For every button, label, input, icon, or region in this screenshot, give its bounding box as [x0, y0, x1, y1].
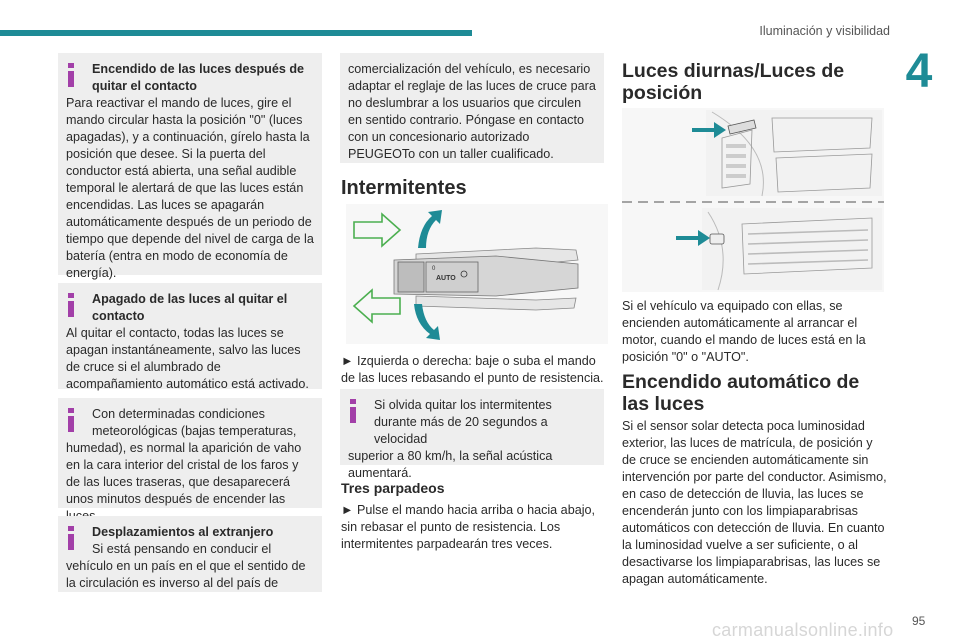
info-box-lights-off — [58, 283, 322, 389]
info-box-first-line: Si olvida quitar los intermitentes durante más de 20 segundos a velocidad — [374, 398, 552, 446]
info-box-body: superior a 80 km/h, la señal acústica aumentará. — [348, 449, 553, 480]
info-box-body: humedad), es normal la aparición de vaho en la cara interior del cristal de los faros y de las luces traseras, que desaparecerá unos minutos después de encender las — [66, 441, 302, 506]
info-box-lights-after-ignition — [58, 53, 322, 280]
info-box-body: Para reactivar el mando de luces, gire el mando circular hasta la posición "0" (luces apagadas), y a continuación, gírelo hasta la posición que desee. Si la puerta del conductor está abierta, una señal audible temporal le alertará de que las luces están encendidas. Las luces se apagarán automáticamente después de un periodo de tiempo que depende del nivel de carga de la batería (entra en modo de economía de energía). — [66, 96, 314, 280]
page-number: 95 — [912, 614, 926, 628]
info-box-title: Apagado de las luces al quitar el contacto — [92, 292, 288, 323]
right-arrow-icon — [354, 214, 400, 246]
tres-parpadeos-instruction: ► Pulse el mando hacia arriba o hacia abajo, sin rebasar el punto de resistencia. Los intermitentes parpadearán tres veces. — [341, 503, 595, 551]
intermitentes-instruction: ► Izquierda o derecha: baje o suba el mando de las luces rebasando el punto de resistencia. — [341, 354, 604, 385]
heading-intermitentes: Intermitentes — [341, 177, 467, 199]
info-box-title: Desplazamientos al extranjero — [92, 525, 274, 539]
info-icon — [68, 408, 74, 432]
encendido-automatico-description: Si el sensor solar detecta poca luminosidad exterior, las luces de matrícula, de posición y de cruce se encienden automáticamente sin intervención por parte del conductor. Asimismo, en caso de detección de lluvia, las luces se encenderán junto con los limpiaparabrisas automáticos con detección de lluvia. En cuanto la luminosidad vuelve a ser suficiente, o al desactivarse los limpiaparabrisas, las luces se apagan automáticamente. — [622, 419, 887, 586]
continuation-text: comercialización del vehículo, es necesario adaptar el reglaje de las luces de cruce para no deslumbrar a los usuarios que circulen en sentido contrario. Póngase en contacto con un concesionario autorizado PEUGEOTo con un taller cualificado. — [348, 62, 596, 161]
stalk-zero-label: 0 — [432, 266, 436, 272]
info-box-travel-abroad — [58, 516, 322, 592]
info-box-first-line: Con determinadas condiciones meteorológicas (bajas temperaturas, — [92, 407, 297, 438]
left-arrow-icon — [354, 290, 400, 322]
daytime-lights-illustration — [622, 108, 884, 292]
info-icon — [68, 526, 74, 550]
heading-encendido-automatico: Encendido automático de las luces — [622, 371, 860, 415]
stalk-auto-label: AUTO — [436, 275, 456, 282]
heading-tres-parpadeos: Tres parpadeos — [341, 480, 445, 496]
continuation-box — [340, 53, 604, 163]
info-box-body: vehículo en un país en el que el sentido de la circulación es inverso al del país de — [66, 559, 306, 590]
up-curved-arrow-icon — [418, 210, 442, 248]
info-box-title: Encendido de las luces después de quitar el contacto — [92, 62, 305, 93]
chapter-number: 4 — [905, 45, 933, 98]
info-box-turn-signal-warning — [340, 389, 604, 480]
section-title: Iluminación y visibilidad — [759, 24, 890, 38]
info-box-condensation — [58, 398, 322, 508]
info-box-first-line: Si está pensando en conducir el — [92, 542, 272, 556]
stalk-illustration — [346, 204, 608, 344]
watermark: carmanualsonline.info — [712, 620, 894, 640]
header-accent-bar — [0, 30, 472, 36]
diurnas-description: Si el vehículo va equipado con ellas, se encienden automáticamente al arrancar el motor, cuando el mando de luces está en la posición "0" o "AUTO". — [622, 299, 866, 364]
heading-luces-diurnas: Luces diurnas/Luces de posición — [622, 60, 845, 104]
info-icon — [68, 293, 74, 317]
info-icon — [350, 399, 356, 423]
info-icon — [68, 63, 74, 87]
info-box-body: Al quitar el contacto, todas las luces se apagan instantáneamente, salvo las luces de cruce si el alumbrado de acompañamiento automático está activado. — [66, 326, 309, 391]
down-curved-arrow-icon — [414, 304, 440, 340]
